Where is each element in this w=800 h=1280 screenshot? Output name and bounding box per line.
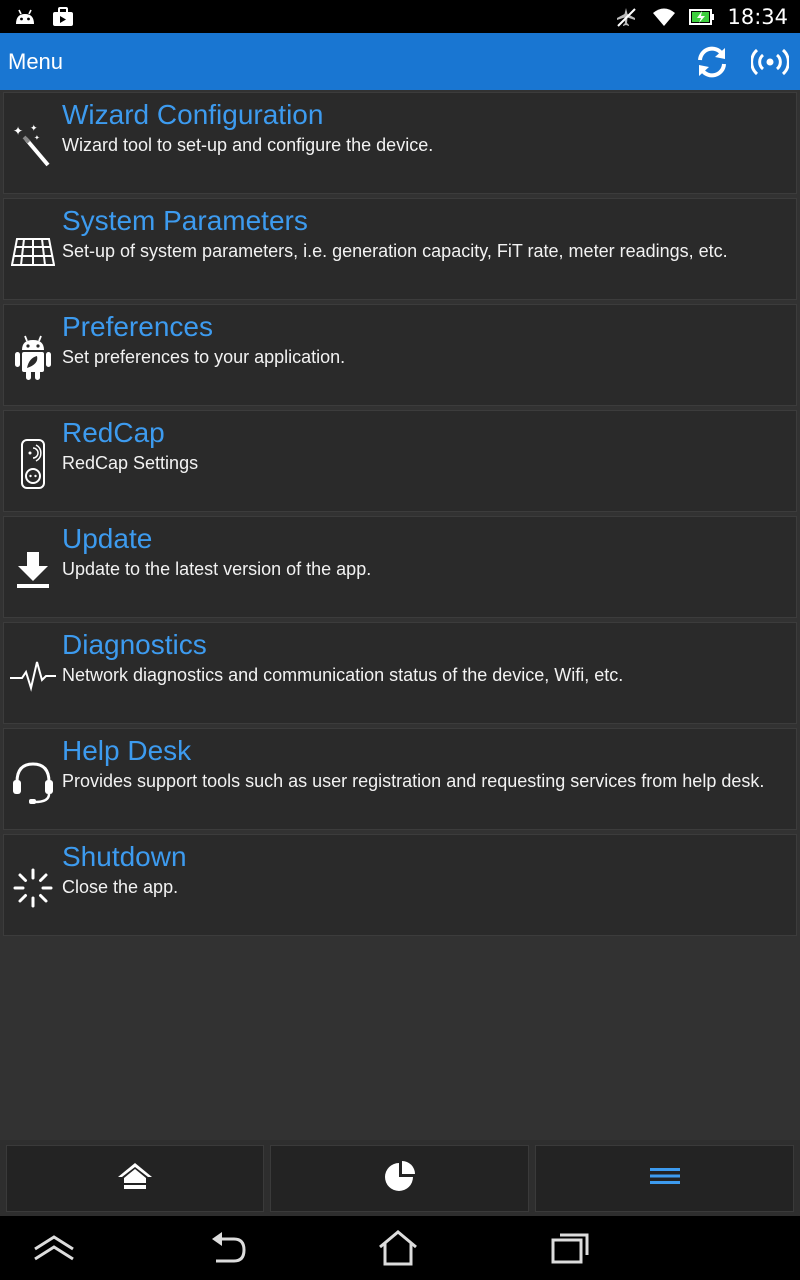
scroll-up-icon[interactable] <box>30 1226 78 1270</box>
svg-text:✦: ✦ <box>34 134 40 142</box>
android-notification-icon <box>12 6 38 28</box>
solar-panel-icon <box>10 229 56 275</box>
menu-item-title: Update <box>62 523 153 554</box>
tab-home[interactable] <box>6 1145 264 1212</box>
home-icon[interactable] <box>374 1226 422 1270</box>
recents-icon[interactable] <box>546 1226 594 1270</box>
pulse-icon <box>10 653 56 699</box>
menu-item-description: RedCap Settings <box>62 453 199 473</box>
menu-item-title: Shutdown <box>62 841 187 872</box>
refresh-icon[interactable] <box>692 42 732 82</box>
menu-item-description: Network diagnostics and communication status of the device, Wifi, etc. <box>62 665 624 685</box>
airplane-off-icon <box>613 6 639 28</box>
broadcast-icon[interactable] <box>750 42 790 82</box>
wifi-icon <box>651 6 677 28</box>
menu-item-title: Preferences <box>62 311 213 342</box>
menu-item-update[interactable] <box>3 516 797 618</box>
menu-item-title: System Parameters <box>62 205 308 236</box>
menu-item-description: Set preferences to your application. <box>62 347 346 367</box>
download-icon <box>10 547 56 593</box>
menu-item-title: Diagnostics <box>62 629 207 660</box>
svg-text:✦: ✦ <box>30 124 38 134</box>
status-time: 18:34 <box>727 4 788 29</box>
pie-chart-icon <box>383 1159 417 1198</box>
power-spinner-icon <box>10 865 56 911</box>
menu-item-description: Close the app. <box>62 877 179 897</box>
android-robot-icon <box>10 335 56 381</box>
back-icon[interactable] <box>204 1226 252 1270</box>
menu-item-diagnostics[interactable] <box>3 622 797 724</box>
action-bar-title: Menu <box>8 48 64 74</box>
hamburger-menu-icon <box>649 1166 681 1191</box>
tab-pie-chart[interactable] <box>270 1145 529 1212</box>
action-bar <box>0 33 800 90</box>
menu-item-system-parameters[interactable] <box>3 198 797 300</box>
menu-item-description: Provides support tools such as user registration and requesting services from help desk. <box>62 771 765 791</box>
menu-item-wizard-configuration[interactable] <box>3 92 797 194</box>
menu-item-help-desk[interactable] <box>3 728 797 830</box>
menu-item-title: Help Desk <box>62 735 192 766</box>
status-bar <box>0 0 800 33</box>
menu-item-description: Set-up of system parameters, i.e. generation capacity, FiT rate, meter readings, etc. <box>62 241 728 261</box>
menu-item-title: Wizard Configuration <box>62 99 324 130</box>
briefcase-notification-icon <box>50 6 76 28</box>
menu-item-shutdown[interactable] <box>3 834 797 936</box>
tab-menu[interactable] <box>535 1145 794 1212</box>
redcap-device-icon <box>10 441 56 487</box>
headset-icon <box>10 759 56 805</box>
system-nav-bar <box>0 1216 800 1280</box>
menu-item-title: RedCap <box>62 417 165 448</box>
magic-wand-icon <box>10 123 56 169</box>
menu-item-description: Wizard tool to set-up and configure the device. <box>62 135 434 155</box>
menu-item-redcap[interactable] <box>3 410 797 512</box>
menu-item-preferences[interactable] <box>3 304 797 406</box>
svg-text:✦: ✦ <box>13 124 24 138</box>
menu-item-description: Update to the latest version of the app. <box>62 559 372 579</box>
home-icon <box>117 1161 153 1196</box>
battery-charging-icon <box>689 6 715 28</box>
bottom-tab-bar <box>0 1140 800 1216</box>
